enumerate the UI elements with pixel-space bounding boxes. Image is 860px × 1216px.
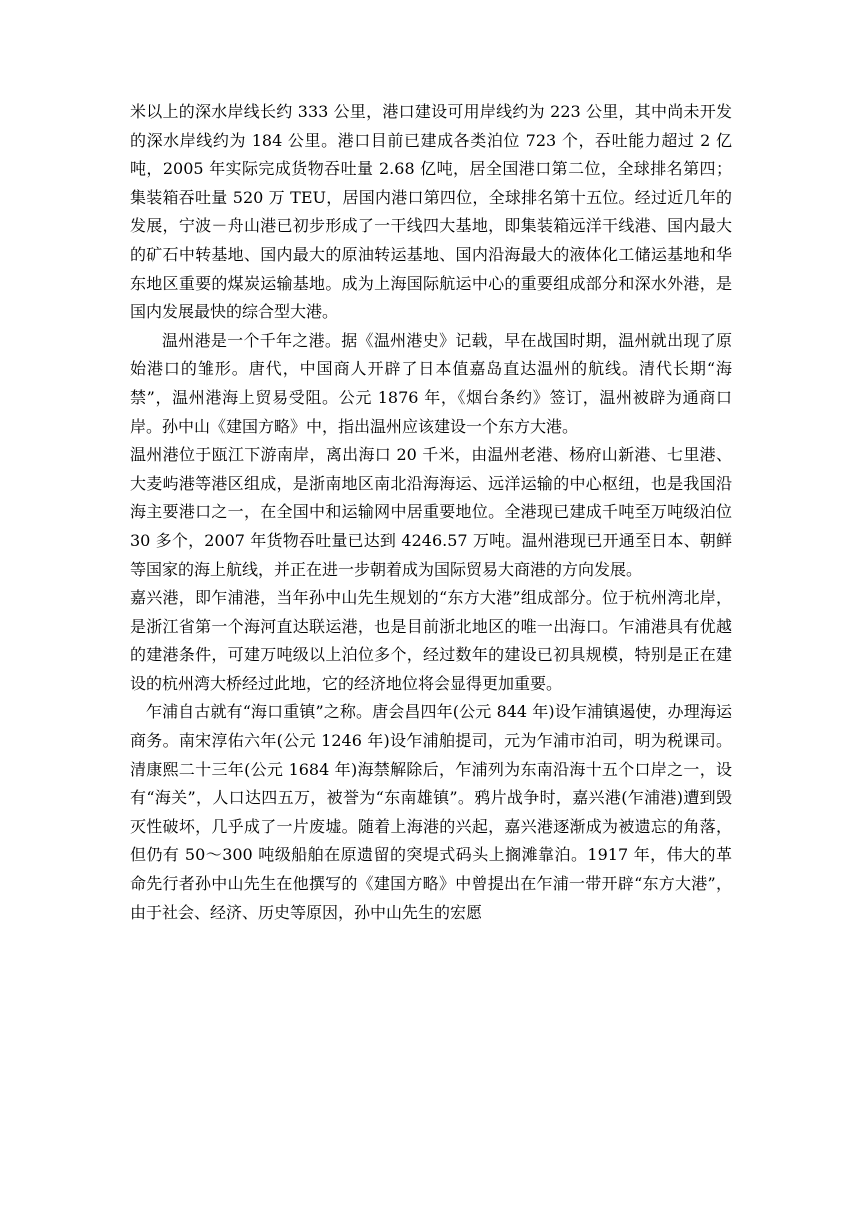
paragraph-jiaxing-port: 嘉兴港，即乍浦港，当年孙中山先生规划的“东方大港”组成部分。位于杭州湾北岸，是浙江省第一个海河直达联运港，也是目前浙北地区的唯一出海口。乍浦港具有优越的建港条件，可建万吨级以上泊位多个，经过数年的建设已初具规模，特别是正在建设的杭州湾大桥经过此地，它的经济地位将会显得更加重要。 <box>130 588 732 693</box>
paragraph-ningbo-zhoushan-continued: 米以上的深水岸线长约 333 公里，港口建设可用岸线约为 223 公里，其中尚未开发的深水岸线约为 184 公里。港口目前已建成各类泊位 723 个，吞吐能力超过 2 亿吨，2005 年实际完成货物吞吐量 2.68 亿吨，居全国港口第二位，全球排名第四；集装箱吞吐量 520 万 TEU，居国内港口第四位，全球排名第十五位。经过近几年的发展，宁波－舟山港已初步形成了一干线四大基地，即集装箱远洋干线港、国内最大的矿石中转基地、国内最大的原油转运基地、国内沿海最大的液体化工储运基地和华东地区重要的煤炭运输基地。成为上海国际航运中心的重要组成部分和深水外港，是国内发展最快的综合型大港。 <box>130 102 732 322</box>
paragraph-wenzhou-location: 温州港位于瓯江下游南岸，离出海口 20 千米，由温州老港、杨府山新港、七里港、大麦屿港等港区组成，是浙南地区南北沿海海运、远洋运输的中心枢纽，也是我国沿海主要港口之一，在全国中和运输网中居重要地位。全港现已建成千吨至万吨级泊位 30 多个，2007 年货物吞吐量已达到 4246.57 万吨。温州港现已开通至日本、朝鲜等国家的海上航线，并正在进一步朝着成为国际贸易大商港的方向发展。 <box>130 445 732 579</box>
paragraph-zhapu-history: 乍浦自古就有“海口重镇”之称。唐会昌四年(公元 844 年)设乍浦镇遏使，办理海运商务。南宋淳佑六年(公元 1246 年)设乍浦舶提司，元为乍浦市泊司，明为税课司。清康熙二十三年(公元 1684 年)海禁解除后，乍浦列为东南沿海十五个口岸之一，设有“海关”，人口达四五万，被誉为“东南雄镇”。鸦片战争时，嘉兴港(乍浦港)遭到毁灭性破坏，几乎成了一片废墟。随着上海港的兴起，嘉兴港逐渐成为被遗忘的角落，但仍有 50～300 吨级船舶在原遗留的突堤式码头上搁滩靠泊。1917 年，伟大的革命先行者孙中山先生在他撰写的《建国方略》中曾提出在乍浦一带开辟“东方大港”，由于社会、经济、历史等原因，孙中山先生的宏愿 <box>130 702 732 922</box>
paragraph-wenzhou-history: 温州港是一个千年之港。据《温州港史》记载，早在战国时期，温州就出现了原始港口的雏形。唐代，中国商人开辟了日本值嘉岛直达温州的航线。清代长期“海禁”，温州港海上贸易受阻。公元 1876 年，《烟台条约》签订，温州被辟为通商口岸。孙中山《建国方略》中，指出温州应该建设一个东方大港。 <box>130 330 732 436</box>
document-body <box>130 98 732 927</box>
